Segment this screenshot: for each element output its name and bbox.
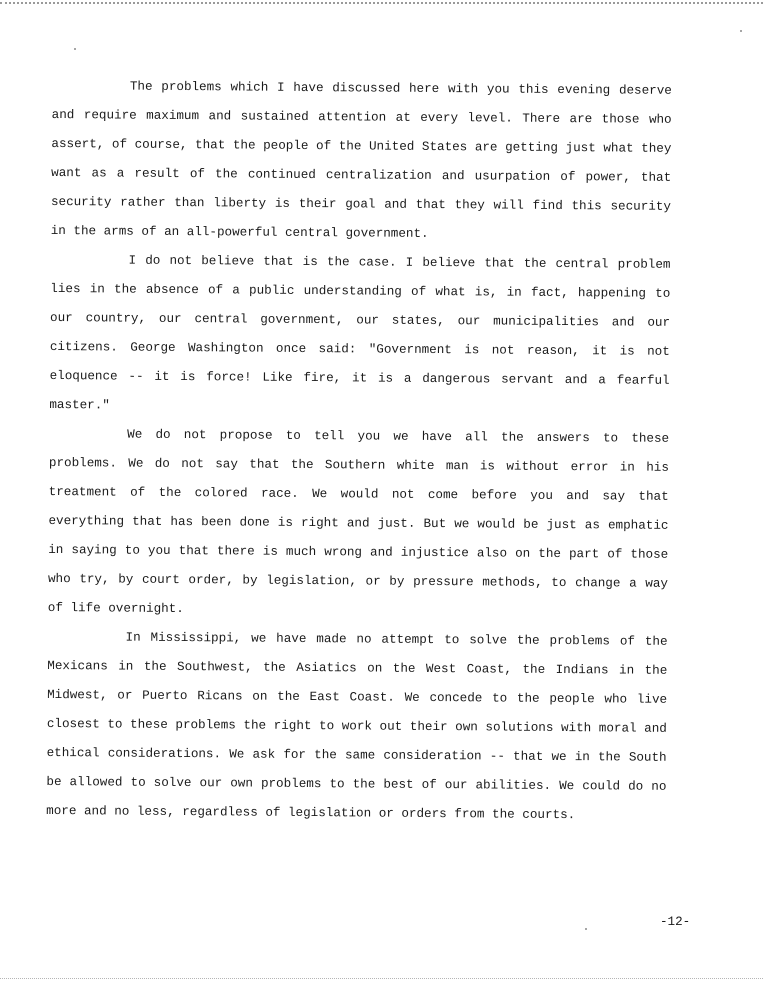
paragraph: We do not propose to tell you we have all the answers to these problems. We do not say that the Southern white man is without error in his treatment of the colored race. We would not come before you and say that everything that has been done is right and just. But we would be just as emphatic in saying to you that there is much wrong and injustice also on the part of those who try, by court order, by legislation, or by pressure methods, to change a way of life overnight. [47, 427, 670, 617]
paragraph: The problems which I have discussed here with you this evening deserve and require maximum and sustained attention at every level. There are those who assert, of course, that the people of the United States are getting just what they want as a result of the continued centralization and usurpation of power, that security rather than liberty is their goal and that they will find this security in the arms of an all-powerful central government. [50, 79, 672, 241]
paragraph: I do not believe that is the case. I believe that the central problem lies in the absence of a public understanding of what is, in fact, happening to our country, our central government, our states, our municipalities and our citizens. George Washington once said: "Government is not reason, it is not eloquence -- it is force! Like fire, it is a dangerous servant and a fearful master." [49, 253, 671, 413]
scan-speck [740, 30, 742, 32]
page-number: -12- [660, 915, 691, 929]
paragraph: In Mississippi, we have made no attempt to solve the problems of the Mexicans in the Southwest, the Asiatics on the West Coast, the Indians in the Midwest, or Puerto Ricans on the East Coast. We concede to the people who live closest to these problems the right to work out their own solutions with moral and ethical considerations. We ask for the same consideration -- that we in the South be allowed to solve our own problems to the best of our abilities. We could do no more and no less, regardless of legislation or orders from the courts. [46, 630, 668, 823]
body-text [46, 72, 672, 831]
scan-speck [585, 928, 587, 930]
scan-speck [74, 48, 76, 50]
top-scan-edge [0, 2, 763, 4]
bottom-scan-edge [0, 978, 763, 979]
